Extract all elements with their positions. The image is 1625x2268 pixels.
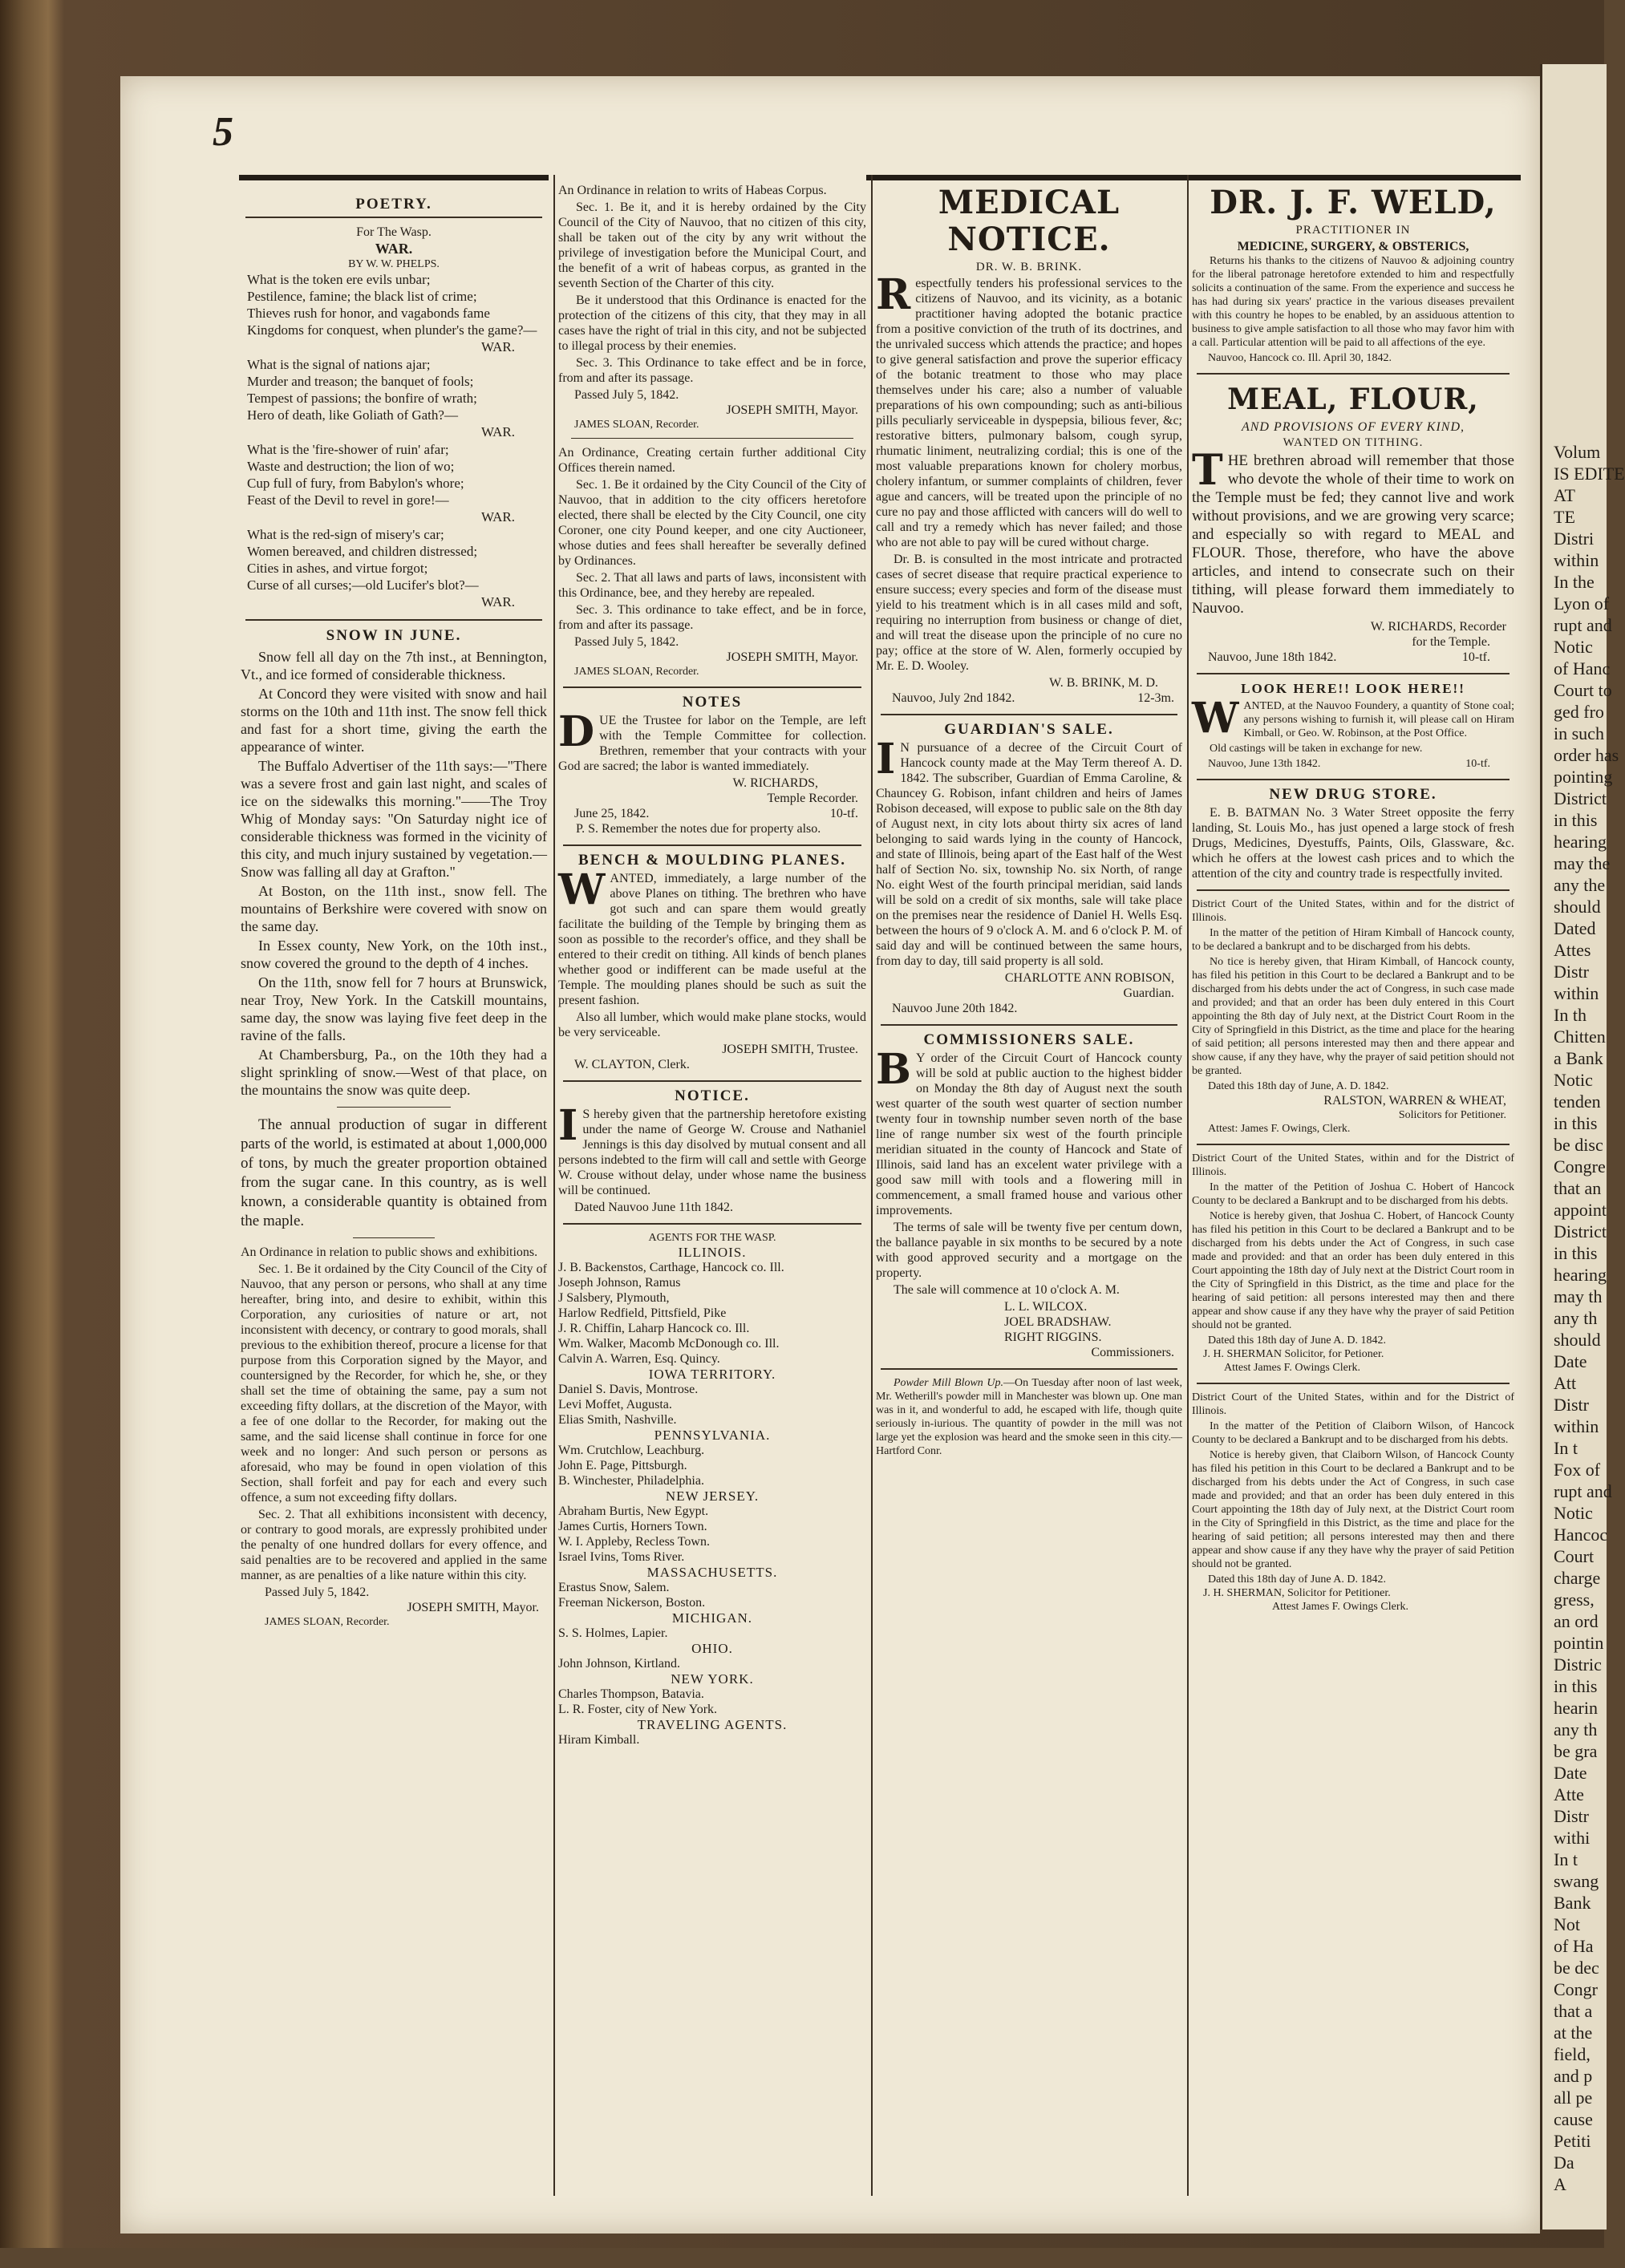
adjacent-page-fragment: any th <box>1554 1308 1598 1328</box>
divider <box>1197 1383 1510 1384</box>
habeas-body <box>558 200 866 386</box>
look-text-2: Old castings will be taken in exchange for new. <box>1210 743 1423 755</box>
poem-body <box>241 271 547 611</box>
poem-line: What is the token ere evils unbar; <box>247 272 431 287</box>
commissioners-drop-cap: B <box>876 1045 911 1094</box>
offices-body <box>558 477 866 633</box>
adjacent-page-fragment: be dec <box>1554 1958 1599 1978</box>
adjacent-page-fragment: swang <box>1554 1871 1599 1891</box>
adjacent-page-fragment: in this <box>1554 1113 1598 1133</box>
sugar-article: The annual production of sugar in different parts of the world, is estimated at about 1,000,000 of tons, by much the greater proportion obtained from the sugar cane. In this country, as is well known, a considerable quantity is obtained from the maple. <box>241 1116 547 1229</box>
planes-text-2: Also all lumber, which would make plane stocks, would be very serviceable. <box>558 1010 866 1039</box>
meal-text: HE brethren abroad will remember that those who devote the whole of their time to work on the Temple must be fed; they cannot live and work without provisions, and we are growing very scarce; and especially so with regard to MEAL and FLOUR. Those, therefore, who have the above articles, and intend to consecrate such on their tithing, will please forward them immediately to Nauvoo. <box>1192 452 1514 617</box>
court2-text-2: Notice is hereby given, that Joshua C. Hobert, of Hancock County has filed his petition in this Court to be declared a Bankrupt and to be discharged from his debts under the Act of Congress, in such case made and provided: and that an order has been duly entered in this Court appointing the 18th day of July next at the District Court room in the City of Springfield in this District, as the time and place for the hearing of said petition: all persons interested may then and there appear and show cause if any they have why the prayer of said Petition should not be granted. <box>1192 1210 1514 1331</box>
agent-state: ILLINOIS. <box>678 1245 747 1260</box>
adjacent-page-fragment: District <box>1554 788 1607 808</box>
notes-drop-cap: D <box>558 707 595 756</box>
adjacent-page-fragment: any the <box>1554 875 1606 895</box>
adjacent-page-fragment: within <box>1554 983 1599 1003</box>
poem-refrain: WAR. <box>480 339 515 354</box>
adjacent-page-fragment: Petiti <box>1554 2131 1591 2151</box>
agent-name: Wm. Crutchlow, Leachburg. <box>558 1444 705 1457</box>
habeas-paragraph: Sec. 3. This Ordinance to take effect and be in force, from and after its passage. <box>558 356 866 385</box>
commissioners-time: The sale will commence at 10 o'clock A. M. <box>894 1283 1120 1297</box>
divider <box>563 1080 861 1082</box>
medical-drop-cap: R <box>876 270 911 319</box>
adjacent-page-fragment: within <box>1554 1416 1599 1436</box>
divider <box>353 1237 435 1238</box>
poem-line: Pestilence, famine; the black list of crime; <box>247 289 477 304</box>
habeas-passed: Passed July 5, 1842. <box>574 388 679 402</box>
adjacent-page-fragment: District <box>1554 1221 1607 1241</box>
commissioners-names <box>876 1299 1182 1345</box>
meal-signature-role: for the Temple. <box>1412 635 1490 649</box>
snow-paragraph: On the 11th, snow fell for 7 hours at Brunswick, near Troy, New York. In the Catskill mountains, same day, the snow was laying five feet deep in the ravine of the falls. <box>241 974 547 1043</box>
offices-paragraph: Sec. 1. Be it ordained by the City Council of the City of Nauvoo, that in addition to the city officers heretofore elected, there shall be elected by the City Council, one city Coroner, one city Pound keeper, and one city Auctioneer, whose duties and fees shall hereafter be severally defined by Ordinances. <box>558 478 866 568</box>
adjacent-page-fragment: Date <box>1554 1351 1587 1371</box>
adjacent-page-fragment: appoint <box>1554 1200 1607 1220</box>
adjacent-page-text <box>1542 64 1625 2195</box>
notice-drop-cap: I <box>558 1101 578 1150</box>
snow-paragraph: At Boston, on the 11th inst., snow fell. The mountains of Berkshire were covered with snow on the same day. <box>241 883 547 934</box>
adjacent-page-fragment: Att <box>1554 1373 1577 1393</box>
habeas-mayor: JOSEPH SMITH, Mayor. <box>726 403 858 417</box>
meal-date: Nauvoo, June 18th 1842. <box>1208 650 1337 664</box>
drug-text: E. B. BATMAN No. 3 Water Street opposite the ferry landing, St. Louis Mo., has just opened a large stock of fresh Drugs, Medicines, Dyestuffs, Paints, Oils, Glassware, &c. which he offers at the lowest cash prices and to which the attention of the city and country trade is respectfully invited. <box>1192 806 1514 881</box>
court2-heading: District Court of the United States, within and for the District of Illinois. <box>1192 1152 1514 1178</box>
court1-attest: Attest: James F. Owings, Clerk. <box>1208 1123 1351 1135</box>
notes-date: June 25, 1842. <box>574 807 650 820</box>
snow-paragraph: The Buffalo Advertiser of the 11th says:—"There was a severe frost and gain last night, and scales of ice on the sidewalks this morning."——The Troy Whig of Monday says: "On Saturday night ice of considerable thickness was formed in the vicinity of this city, and much injury sustained by vegetation.—Snow was falling all day at Grafton." <box>241 758 547 880</box>
poem-refrain: WAR. <box>480 424 515 439</box>
medical-text-2: Dr. B. is consulted in the most intricate and protracted cases of secret disease that require practical experience to ensure success; every species and form of the disease must yield to his treatment which is in all cases mild and soft, requiring no interruption from business or change of diet, and will treat the disease upon the principle of no cure no pay; office at the store of W. Alen, formerly occupied by Mr. E. D. Wooley. <box>876 553 1182 673</box>
adjacent-page-fragment: Distr <box>1554 1395 1589 1415</box>
divider <box>563 1223 861 1225</box>
adjacent-page-fragment: pointing <box>1554 767 1613 787</box>
snow-heading: SNOW IN JUNE. <box>326 627 462 644</box>
agent-name: Wm. Walker, Macomb McDonough co. Ill. <box>558 1337 780 1351</box>
guardian-text: N pursuance of a decree of the Circuit Court of Hancock county made at the May Term thereof A. D. 1842. The subscriber, Guardian of Emma Caroline, & Chauncey G. Robison, infant children and heirs of James Robison deceased, will expose to public sale on the 8th day of August next, in city lots about thirty six acres of land belonging to said wards lying in the county of Hancock, and state of Illinois, being apart of the East half of the West half of Section No. six, township No. six North, of range No. eight West of the fourth principal meridian, said lands will be sold on a credit of six months, sale will take place on the premises near the residence of Daniel H. Wells Esq. between the hours of 9 o'clock A. M. and 6 o'clock P. M. of said day and will be continued between the same hours, from day to day, till said property is all sold. <box>876 741 1182 968</box>
adjacent-page-fragment: A <box>1554 2174 1566 2194</box>
top-rule <box>239 175 549 180</box>
notes-heading: NOTES <box>682 694 743 711</box>
adjacent-page-fragment: Court <box>1554 1546 1595 1566</box>
divider <box>245 619 542 621</box>
weld-sub: PRACTITIONER IN <box>1295 224 1411 237</box>
adjacent-page-fragment: Dated <box>1554 918 1596 938</box>
commissioner-name: L. L. WILCOX. <box>1004 1300 1088 1314</box>
poem-line: Kingdoms for conquest, when plunder's the game?— <box>247 322 537 338</box>
adjacent-page-fragment: an ord <box>1554 1611 1599 1631</box>
adjacent-page-fragment: Lyon of <box>1554 593 1610 614</box>
ordinance-body <box>241 1262 547 1583</box>
divider <box>1197 373 1510 375</box>
snow-paragraph: Snow fell all day on the 7th inst., at Bennington, Vt., and ice formed of considerable thickness. <box>241 649 547 682</box>
offices-paragraph: Sec. 3. This ordinance to take effect, and be in force, from and after its passage. <box>558 603 866 632</box>
agent-name: Elias Smith, Nashville. <box>558 1413 677 1427</box>
court1-date: Dated this 18th day of June, A. D. 1842. <box>1208 1080 1389 1092</box>
adjacent-page-fragment: AT <box>1554 485 1575 505</box>
ordinance-mayor: JOSEPH SMITH, Mayor. <box>407 1601 539 1614</box>
medical-tf: 12-3m. <box>1137 691 1174 705</box>
adjacent-page-fragment: Not <box>1554 1914 1580 1934</box>
meal-sub: AND PROVISIONS OF EVERY KIND, <box>1241 420 1465 434</box>
top-rule <box>866 175 1197 180</box>
look-date: Nauvoo, June 13th 1842. <box>1208 758 1321 770</box>
adjacent-page-fragment: cause <box>1554 2109 1593 2129</box>
agent-name: John Johnson, Kirtland. <box>558 1657 680 1671</box>
adjacent-page-fragment: withi <box>1554 1828 1591 1848</box>
column-1 <box>241 191 547 2268</box>
adjacent-page-fragment: be disc <box>1554 1135 1603 1155</box>
adjacent-page-fragment: Date <box>1554 1763 1587 1783</box>
agent-state: OHIO. <box>691 1641 733 1656</box>
agent-name: Freeman Nickerson, Boston. <box>558 1596 706 1610</box>
agent-name: W. I. Appleby, Recless Town. <box>558 1535 710 1549</box>
agent-name: J. R. Chiffin, Laharp Hancock co. Ill. <box>558 1322 750 1335</box>
column-2 <box>558 183 866 2244</box>
column-divider <box>553 175 555 2196</box>
ordinance-recorder: JAMES SLOAN, Recorder. <box>265 1616 390 1628</box>
drug-heading: NEW DRUG STORE. <box>1269 786 1437 803</box>
divider <box>563 686 861 688</box>
adjacent-page-fragment: Distri <box>1554 529 1595 549</box>
column-divider <box>871 175 873 2196</box>
agent-name: Abraham Burtis, New Egypt. <box>558 1505 709 1518</box>
agent-name: S. S. Holmes, Lapier. <box>558 1626 668 1640</box>
look-heading: LOOK HERE!! LOOK HERE!! <box>1241 681 1465 696</box>
adjacent-page-fragment: tenden <box>1554 1091 1601 1112</box>
snow-paragraph: At Chambersburg, Pa., on the 10th they had a slight sprinkling of snow.—West of that place, on the mountains the snow was quite deep. <box>241 1047 547 1098</box>
habeas-title: An Ordinance in relation to writs of Habeas Corpus. <box>558 184 827 197</box>
agent-name: L. R. Foster, city of New York. <box>558 1703 718 1716</box>
notes-signature: W. RICHARDS, <box>732 776 818 790</box>
divider <box>1197 779 1510 780</box>
divider <box>1197 1144 1510 1145</box>
adjacent-page-fragment: should <box>1554 897 1601 917</box>
guardian-role: Guardian. <box>1123 986 1174 1000</box>
agent-name: John E. Page, Pittsburgh. <box>558 1459 687 1472</box>
court2-attest: Attest James F. Owings Clerk. <box>1224 1362 1360 1374</box>
adjacent-page-fragment: Bank <box>1554 1893 1591 1913</box>
adjacent-page-fragment: be gra <box>1554 1741 1598 1761</box>
notes-ps: P. S. Remember the notes due for property also. <box>576 822 821 836</box>
top-rule <box>1184 175 1521 180</box>
adjacent-page-fragment: Notic <box>1554 1503 1593 1523</box>
adjacent-page-fragment: should <box>1554 1330 1601 1350</box>
offices-title: An Ordinance, Creating certain further additional City Offices therein named. <box>558 446 866 475</box>
adjacent-page-fragment: of Ha <box>1554 1936 1594 1956</box>
poem-refrain: WAR. <box>480 594 515 610</box>
column-divider <box>1187 175 1189 2196</box>
ordinance-paragraph: Sec. 1. Be it ordained by the City Council of the City of Nauvoo, that any person or persons, who shall at any time hereafter, bring into, and desire to exhibit, within this Corporation, any curiosities of nature or art, not inconsistent with decency, or contrary to good morals, shall previous to the exhibition thereof, procure a license for that purpose from this Corporation signed by the Mayor, and countersigned by the Recorder, for which he, she, or they shall set the time of obtaining the same, pay a sum not exceeding fifty dollars, at the discretion of the Mayor, with a fee of one dollar to the Recorder, for making out the same, and the said license shall continue in force for one week and no longer: And such person or persons as aforesaid, who may be found in open violation of this Section, shall forfeit and pay for each and every such offence, a sum not exceeding fifty dollars. <box>241 1262 547 1505</box>
adjacent-page-fragment: any th <box>1554 1719 1598 1739</box>
commissioners-terms: The terms of sale will be twenty five per centum down, the ballance payable in six months to be secured by a note with good approved security and a mortgage on the property. <box>876 1221 1182 1280</box>
agent-state: IOWA TERRITORY. <box>648 1367 776 1382</box>
guardian-date: Nauvoo June 20th 1842. <box>892 1002 1018 1015</box>
offices-mayor: JOSEPH SMITH, Mayor. <box>726 650 858 664</box>
adjacent-page-fragment: hearin <box>1554 1698 1598 1718</box>
divider <box>571 438 853 439</box>
guardian-heading: GUARDIAN'S SALE. <box>944 721 1114 738</box>
adjacent-page-fragment: field, <box>1554 2044 1591 2064</box>
look-drop-cap: W <box>1192 694 1239 743</box>
agent-state: MICHIGAN. <box>671 1610 753 1626</box>
habeas-paragraph: Be it understood that this Ordinance is enacted for the protection of the citizens of this city, that they may in all cases have the right of trial in this city, and not be subjected to illegal process by their enemies. <box>558 294 866 353</box>
adjacent-page-fragment: of Hanc <box>1554 658 1611 678</box>
meal-heading: MEAL, FLOUR, <box>1227 383 1479 416</box>
ordinance-passed: Passed July 5, 1842. <box>265 1586 370 1599</box>
adjacent-page-fragment: in this <box>1554 1676 1598 1696</box>
adjacent-page-fragment: IS EDITE <box>1554 464 1625 484</box>
medical-text: espectfully tenders his professional services to the citizens of Nauvoo, and its vicinity, as a botanic practitioner having adopted the botanic practice from a positive conviction of the truth of its doctrines, and the unrivaled success which attends the practice; and hopes to give general satisfaction and prove the superior efficacy of the botanic treatment to those who may place themselves under his care; also a number of valuable preparations of his own compounding; such as anti-bilious pills peculiarly serviceable in dyspepsia, bilious fever, &c; restorative bitters, pulmonary balsom, cough syrup, rhumatic liniment, neutralizing cordial; this is one of the most valuable preparations known for cholery morbus, cholery infantum, or summer complaints of children, fever ague and cancers, will be treated upon the principle of no cure no pay and those afflicted with cancers will do well to call and try a remedy which has never failed; and those who are not able to pay will be cured without charge. <box>876 277 1182 549</box>
adjacent-page-fragment: Fox of <box>1554 1460 1601 1480</box>
divider <box>337 1107 451 1108</box>
adjacent-page-fragment: Distr <box>1554 962 1589 982</box>
adjacent-page-fragment: that an <box>1554 1178 1602 1198</box>
meal-sub-2: WANTED ON TITHING. <box>1283 436 1424 449</box>
agent-name: Daniel S. Davis, Montrose. <box>558 1383 699 1396</box>
court2-signature: J. H. SHERMAN Solicitor, for Petioner. <box>1203 1348 1384 1360</box>
weld-heading: DR. J. F. WELD, <box>1210 184 1497 221</box>
offices-passed: Passed July 5, 1842. <box>574 635 679 649</box>
look-tf: 10-tf. <box>1465 758 1490 770</box>
agent-state: NEW YORK. <box>671 1671 754 1687</box>
court3-date: Dated this 18th day of June A. D. 1842. <box>1208 1573 1387 1586</box>
court3-text-2: Notice is hereby given, that Claiborn Wilson, of Hancock County has filed his petition in this Court to be declared a Bankrupt and to be discharged from his debts under the Act of Congress, in such case made and provided; and that an order has been duly entered in this Court appointing the 18th day of July next, at the District Court room in the City of Springfield in this District, as the time and place for the hearing of said petition; all persons interested may then and there appear and show cause if any they have why the prayer of said Petition should not be granted. <box>1192 1449 1514 1570</box>
snow-article <box>241 648 547 1099</box>
agent-state: TRAVELING AGENTS. <box>637 1717 788 1732</box>
medical-signature: W. B. BRINK, M. D. <box>1049 676 1158 690</box>
adjacent-page-fragment: In th <box>1554 1005 1587 1025</box>
habeas-paragraph: Sec. 1. Be it, and it is hereby ordained by the City Council of the City of Nauvoo, that no citizen of this city, shall be taken out of the city by any writ without the privilege of investigation before the Municipal Court, and the benefit of a writ of habeas corpus, as granted in the seventh Section of the Charter of this city. <box>558 200 866 290</box>
adjacent-page-fragment: all pe <box>1554 2088 1593 2108</box>
planes-text: ANTED, immediately, a large number of the above Planes on tithing. The brethren who have got such and can spare them would greatly facilitate the building of the Temple by bringing them as soon as possible to the recorder's office, and they shall be entered to their credit on tithing. All kinds of bench planes whether good or indifferent can be made useful at the Temple. The moulding planes should be such as suit the present fashion. <box>558 872 866 1007</box>
agents-heading: AGENTS FOR THE WASP. <box>648 1232 776 1244</box>
adjacent-page-fragment: within <box>1554 550 1599 570</box>
adjacent-page-fragment: order has <box>1554 745 1619 765</box>
poem-line: Hero of death, like Goliath of Gath?— <box>247 407 458 423</box>
court2-text: In the matter of the Petition of Joshua C. Hobert of Hancock County to be declared a Bankrupt and to be discharged from his debts. <box>1192 1181 1514 1207</box>
adjacent-page-fragment: TE <box>1554 507 1575 527</box>
agent-name: Harlow Redfield, Pittsfield, Pike <box>558 1306 727 1320</box>
adjacent-page-fragment: In t <box>1554 1438 1578 1458</box>
divider <box>881 1024 1177 1026</box>
divider <box>245 217 542 218</box>
agent-name: J Salsbery, Plymouth, <box>558 1291 670 1305</box>
guardian-signature: CHARLOTTE ANN ROBISON, <box>1004 971 1174 985</box>
agent-name: Levi Moffet, Augusta. <box>558 1398 672 1411</box>
notice-text: S hereby given that the partnership heretofore existing under the name of George W. Crouse and Nathaniel Jennings is this day disolved by mutual consent and all persons indebted to the firm will call and settle with George W. Crouse without delay, under whose name the business will be continued. <box>558 1108 866 1197</box>
adjacent-page-fragment: may th <box>1554 1286 1603 1306</box>
adjacent-page-fragment: a Bank <box>1554 1048 1603 1068</box>
notes-text: UE the Trustee for labor on the Temple, are left with the Temple Committee for collection. Brethren, remember that your contracts with your God are sacred; the labor is wanted immediately. <box>558 714 866 773</box>
divider <box>1197 673 1510 674</box>
guardian-drop-cap: I <box>876 735 896 784</box>
ordinance-paragraph: Sec. 2. That all exhibitions inconsistent with decency, or contrary to good morals, are expressly prohibited under the penalty of one hundred dollars for every offence, and said penalties are to be recovered and applied in the same manner, as are penalties of a like nature within this city. <box>241 1508 547 1582</box>
agent-name: Israel Ivins, Toms River. <box>558 1550 685 1564</box>
adjacent-page-fragment: Chitten <box>1554 1027 1606 1047</box>
adjacent-page-fragment: In the <box>1554 572 1595 592</box>
snow-paragraph: At Concord they were visited with snow and hail storms on the 10th and 11th inst. The snow fell thick and fast for a short time, giving the earth the appearance of winter. <box>241 686 547 755</box>
adjacent-page-fragment: Distr <box>1554 1806 1589 1826</box>
agent-state: MASSACHUSETTS. <box>646 1565 778 1580</box>
adjacent-page-fragment: rupt and <box>1554 1481 1612 1501</box>
commissioner-name: RIGHT RIGGINS. <box>1004 1330 1102 1344</box>
adjacent-page-fragment: rupt and <box>1554 615 1612 635</box>
adjacent-page-fragment: at the <box>1554 2023 1593 2043</box>
court1-role: Solicitors for Petitioner. <box>1398 1109 1506 1121</box>
adjacent-page-fragment: Volum <box>1554 442 1601 462</box>
agent-name: Calvin A. Warren, Esq. Quincy. <box>558 1352 720 1366</box>
offices-recorder: JAMES SLOAN, Recorder. <box>574 666 699 678</box>
agent-name: Erastus Snow, Salem. <box>558 1581 670 1594</box>
adjacent-page-fragment: In t <box>1554 1849 1578 1869</box>
planes-heading: BENCH & MOULDING PLANES. <box>577 852 847 869</box>
meal-signature: W. RICHARDS, Recorder <box>1370 620 1506 634</box>
ordinance-title: An Ordinance in relation to public shows and exhibitions. <box>241 1245 538 1259</box>
adjacent-page-fragment: hearing <box>1554 832 1607 852</box>
adjacent-page-fragment: Notic <box>1554 637 1593 657</box>
weld-specialties: MEDICINE, SURGERY, & OBSTERICS, <box>1237 240 1469 253</box>
agent-name: James Curtis, Horners Town. <box>558 1520 707 1533</box>
weld-date: Nauvoo, Hancock co. Ill. April 30, 1842. <box>1208 352 1392 364</box>
poem-title: WAR. <box>375 241 413 257</box>
poem-author: BY W. W. PHELPS. <box>348 258 440 270</box>
notice-heading: NOTICE. <box>675 1087 750 1104</box>
court1-text-2: No tice is hereby given, that Hiram Kimball, of Hancock county, has filed his petition in this Court to be declared a Bankrupt and to be discharged from his debts under the act of Congress, in such case made and provided; and that an order has been duly entered in this Court appointing the 8th day of July next, at the District Court Room in the City of Springfield in this District, as the time and place for the hearing of said petition; all persons interested may then and there appear and show cause, if any they have, why the prayer of said petition should not be granted. <box>1192 956 1514 1077</box>
poem-line: What is the red-sign of misery's car; <box>247 527 444 542</box>
adjacent-page-fragment: hearing <box>1554 1265 1607 1285</box>
agent-name: Joseph Johnson, Ramus <box>558 1276 681 1290</box>
agents-list <box>558 1245 866 1748</box>
meal-tf: 10-tf. <box>1461 650 1490 664</box>
adjacent-page-fragment: Congre <box>1554 1156 1606 1177</box>
court3-text: In the matter of the Petition of Claiborn Wilson, of Hancock County to be declared a Bankrupt and to be discharged from his debts. <box>1192 1420 1514 1446</box>
poem-line: What is the 'fire-shower of ruin' afar; <box>247 442 449 457</box>
court2-date: Dated this 18th day of June A. D. 1842. <box>1208 1334 1387 1347</box>
adjacent-page-fragment: Distric <box>1554 1654 1602 1675</box>
agent-name: Hiram Kimball. <box>558 1733 640 1747</box>
adjacent-page-fragment: Notic <box>1554 1070 1593 1090</box>
commissioners-text: Y order of the Circuit Court of Hancock county will be sold at public auction to the highest bidder on Monday the 8th day of August next the south west quarter of the south west quarter of section number twenty four in township number seven north of the base line of range number six west of the fourth principle meridian situated in the county of Hancock and State of Illinois, said land has an excelent water privilege with a good saw mill with tools and a flowering mill in commencement, a small framed house and various other improvements. <box>876 1051 1182 1217</box>
planes-signature: JOSEPH SMITH, Trustee. <box>722 1043 858 1056</box>
poem-line: Curse of all curses;—old Lucifer's blot?— <box>247 577 479 593</box>
snow-paragraph: In Essex county, New York, on the 10th inst., snow covered the ground to the depth of 4 inches. <box>241 938 547 971</box>
poem-line: Feast of the Devil to revel in gore!— <box>247 492 449 508</box>
commissioners-heading: COMMISSIONERS SALE. <box>923 1031 1135 1048</box>
poem-line: Murder and treason; the banquet of fools; <box>247 374 474 389</box>
court3-attest: Attest James F. Owings Clerk. <box>1272 1601 1408 1613</box>
agent-name: Charles Thompson, Batavia. <box>558 1687 704 1701</box>
adjacent-page-fragment: Congr <box>1554 1979 1598 1999</box>
adjacent-page-fragment: gress, <box>1554 1590 1595 1610</box>
adjacent-page-fragment: Attes <box>1554 940 1591 960</box>
notice-date: Dated Nauvoo June 11th 1842. <box>574 1201 734 1214</box>
habeas-recorder: JAMES SLOAN, Recorder. <box>574 419 699 431</box>
adjacent-page-fragment: pointin <box>1554 1633 1604 1653</box>
adjacent-page-fragment: in this <box>1554 1243 1598 1263</box>
look-text: ANTED, at the Nauvoo Foundery, a quantity of Stone coal; any persons wishing to furnish it, will please call on Hiram Kimball, or Geo. W. Robinson, at the Post Office. <box>1243 700 1514 739</box>
divider <box>881 1368 1177 1370</box>
adjacent-page-fragment: Court to <box>1554 680 1612 700</box>
divider <box>563 844 861 846</box>
notes-signature-role: Temple Recorder. <box>767 792 858 805</box>
planes-clerk: W. CLAYTON, Clerk. <box>574 1058 690 1071</box>
adjacent-page-fragment: in this <box>1554 810 1598 830</box>
medical-date: Nauvoo, July 2nd 1842. <box>892 691 1015 705</box>
poem-line: Cup full of fury, from Babylon's whore; <box>247 476 464 491</box>
column-3 <box>876 183 1182 2236</box>
divider <box>881 714 1177 715</box>
poem-refrain: WAR. <box>480 509 515 524</box>
adjacent-page-edge <box>1540 64 1625 2230</box>
powder-title: Powder Mill Blown Up. <box>894 1377 1003 1389</box>
court3-signature: J. H. SHERMAN, Solicitor for Petitioner. <box>1203 1587 1391 1599</box>
agent-name: J. B. Backenstos, Carthage, Hancock co. Ill. <box>558 1261 784 1274</box>
medical-notice-heading: MEDICAL NOTICE. <box>938 184 1120 258</box>
notes-tf: 10-tf. <box>829 807 858 820</box>
commissioners-role: Commissioners. <box>1091 1346 1174 1359</box>
powder-text: —On Tuesday after noon of last week, Mr. Wetherill's powder mill in Manchester was blown up. One man was in it, and wonderful to add, he escaped with life, though quite seriously in-iurious. The quantity of powder in the mill was not large yet the explosion was heard and the smoke seen in this city.—Hartford Conr. <box>876 1377 1183 1457</box>
weld-text: Returns his thanks to the citizens of Nauvoo & adjoining country for the liberal patronage heretofore extended to him and respectfully solicits a continuation of the same. From the experience and success he has had during six years' practice in the various diseases prevailent with this country he hopes to be enabled, by an assiduous attention to business to give ample satisfaction to all those who may favor him with a call. Particular attention will be paid to all affections of the eye. <box>1192 255 1514 349</box>
poem-line: Tempest of passions; the bonfire of wrath; <box>247 391 477 406</box>
page-number: 5 <box>213 109 235 155</box>
poem-line: Thieves rush for honor, and vagabonds fame <box>247 306 490 321</box>
agent-state: PENNSYLVANIA. <box>654 1428 771 1443</box>
medical-notice-sub: DR. W. B. BRINK. <box>975 261 1083 273</box>
poem-line: What is the signal of nations ajar; <box>247 357 431 372</box>
planes-drop-cap: W <box>558 865 606 914</box>
agent-state: NEW JERSEY. <box>665 1488 760 1504</box>
adjacent-page-fragment: charge <box>1554 1568 1601 1588</box>
offices-paragraph: Sec. 2. That all laws and parts of laws, inconsistent with this Ordinance, bee, and they hereby are repealed. <box>558 571 866 600</box>
meal-drop-cap: T <box>1192 446 1223 495</box>
adjacent-page-fragment: that a <box>1554 2001 1593 2021</box>
adjacent-page-fragment: may the <box>1554 853 1611 873</box>
adjacent-page-fragment: ged fro <box>1554 702 1604 722</box>
court3-heading: District Court of the United States, within and for the District of Illinois. <box>1192 1391 1514 1417</box>
poem-line: Women bereaved, and children distressed; <box>247 544 478 559</box>
poem-source: For The Wasp. <box>356 225 432 239</box>
adjacent-page-fragment: in such <box>1554 723 1604 743</box>
adjacent-page-fragment: Atte <box>1554 1784 1584 1804</box>
adjacent-page-fragment: Da <box>1554 2153 1574 2173</box>
divider <box>1197 889 1510 891</box>
commissioner-name: JOEL BRADSHAW. <box>1004 1315 1112 1329</box>
court1-heading: District Court of the United States, within and for the district of Illinois. <box>1192 898 1514 924</box>
poem-line: Waste and destruction; the lion of wo; <box>247 459 455 474</box>
adjacent-page-fragment: Hancoc <box>1554 1525 1608 1545</box>
poetry-heading: POETRY. <box>355 196 432 213</box>
column-4 <box>1192 183 1514 2236</box>
court1-signature: RALSTON, WARREN & WHEAT, <box>1323 1094 1506 1108</box>
agent-name: B. Winchester, Philadelphia. <box>558 1474 704 1488</box>
court1-text: In the matter of the petition of Hiram Kimball of Hancock county, to be declared a bankrupt and to be discharged from his debts. <box>1192 927 1514 953</box>
adjacent-page-fragment: and p <box>1554 2066 1593 2086</box>
poem-line: Cities in ashes, and virtue forgot; <box>247 561 428 576</box>
